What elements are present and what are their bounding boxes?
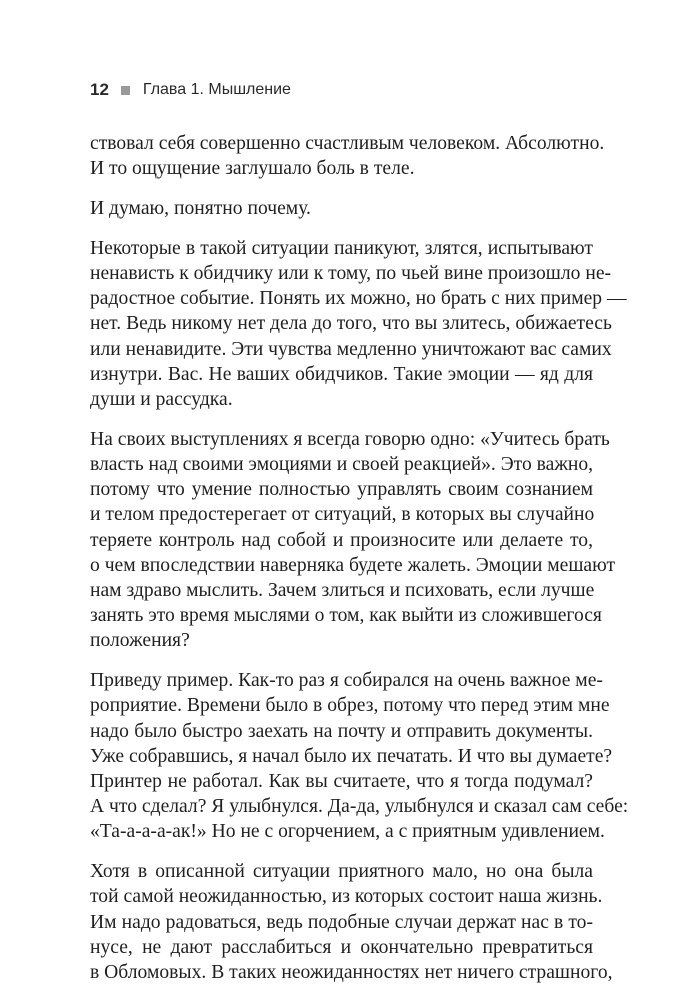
- text-line: или ненавидите. Эти чувства медленно уничтожают вас самих: [90, 338, 612, 360]
- text-line: Приведу пример. Как-то раз я собирался на очень важное ме-: [90, 670, 603, 692]
- text-line: ствовал себя совершенно счастливым человеком. Абсолютно.: [90, 133, 605, 154]
- text-line: радостное событие. Понять их можно, но брать с них пример —: [90, 288, 627, 310]
- text-line: изнутри. Вас. Не ваших обидчиков. Такие эмоции — яд для: [90, 363, 593, 385]
- running-header: [90, 78, 291, 102]
- text-line: занять это время мыслями о том, как выйти из сложившегося: [90, 605, 602, 627]
- text-line: А что сделал? Я улыбнулся. Да-да, улыбнулся и сказал сам себе:: [90, 796, 629, 818]
- body-text: [90, 131, 629, 1000]
- text-line: о чем впоследствии наверняка будете жалеть. Эмоции мешают: [90, 554, 616, 576]
- paragraph: [90, 131, 605, 181]
- text-line: Принтер не работал. Как вы считаете, что я тогда подумал?: [90, 771, 593, 793]
- text-line: власть над своими эмоциями и своей реакцией». Это важно,: [90, 454, 594, 476]
- text-line: той самой неожиданностью, из которых состоит наша жизнь.: [90, 886, 603, 908]
- page-number: 12: [90, 80, 109, 99]
- paragraph: [90, 859, 613, 985]
- paragraph: [90, 196, 593, 221]
- text-line: На своих выступлениях я всегда говорю одно: «Учитесь брать: [90, 428, 610, 450]
- text-line: ненависть к обидчику или к тому, по чьей вине произошло не-: [90, 263, 612, 284]
- text-line: Хотя в описанной ситуации приятного мало, но она была: [90, 861, 593, 883]
- text-line: И думаю, понятно почему.: [90, 198, 311, 219]
- text-line: в Обломовых. В таких неожиданностях нет ничего страшного,: [90, 962, 613, 984]
- text-line: надо было быстро заехать на почту и отправить документы.: [90, 720, 593, 742]
- paragraph: [90, 427, 616, 654]
- text-line: И то ощущение заглушало боль в теле.: [90, 158, 415, 180]
- text-line: теряете контроль над собой и произносите или делаете то,: [90, 529, 593, 551]
- chapter-title: Глава 1. Мышление: [142, 81, 291, 98]
- text-line: души и рассудка.: [90, 389, 233, 411]
- text-line: нам здраво мыслить. Зачем злиться и психовать, если лучше: [90, 580, 595, 602]
- text-line: и телом предостерегает от ситуаций, в которых вы случайно: [90, 504, 595, 526]
- paragraph: [90, 668, 629, 844]
- paragraph: [90, 236, 627, 412]
- text-line: Некоторые в такой ситуации паникуют, злятся, испытывают: [90, 237, 593, 259]
- text-line: положения?: [90, 630, 190, 652]
- text-line: нет. Ведь никому нет дела до того, что вы злитесь, обижаетесь: [90, 313, 612, 335]
- text-line: Уже собравшись, я начал было их печатать. И что вы думаете?: [90, 745, 613, 767]
- text-line: потому что умение полностью управлять своим сознанием: [90, 479, 593, 501]
- header-separator-square-icon: [121, 86, 130, 95]
- text-line: нусе, не дают расслабиться и окончательно превратиться: [90, 936, 593, 958]
- text-line: Им надо радоваться, ведь подобные случаи держат нас в то-: [90, 911, 593, 933]
- text-line: «Та-а-а-а-ак!» Но не с огорчением, а с приятным удивлением.: [90, 821, 605, 843]
- text-line: роприятие. Времени было в обрез, потому что перед этим мне: [90, 695, 610, 717]
